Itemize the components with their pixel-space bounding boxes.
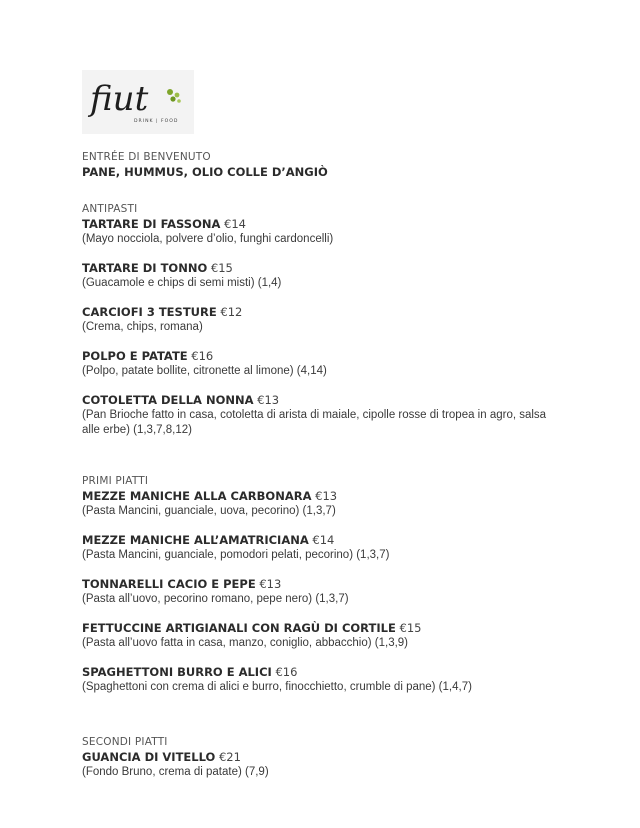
menu-item <box>82 261 562 291</box>
menu-item-price: €13 <box>257 393 280 407</box>
welcome-dish-name: PANE, HUMMUS, OLIO COLLE D’ANGIÒ <box>82 165 328 179</box>
logo-tagline: DRINK | FOOD <box>134 119 179 124</box>
menu-item-name: POLPO E PATATE <box>82 349 188 363</box>
section-spacer <box>82 709 562 735</box>
menu-item <box>82 217 562 247</box>
menu-item <box>82 750 562 780</box>
menu-item-title <box>82 621 562 636</box>
section-secondi <box>82 735 562 780</box>
menu-item <box>82 305 562 335</box>
menu-item <box>82 577 562 607</box>
logo-wordmark: fiut <box>90 79 149 119</box>
menu-item-title <box>82 305 562 320</box>
menu-item-title <box>82 393 562 408</box>
section-primi <box>82 474 562 695</box>
menu-item-description: (Polpo, patate bollite, citronette al limone) (4,14) <box>82 365 327 377</box>
menu-item-title <box>82 261 562 276</box>
menu-item-price: €16 <box>191 349 214 363</box>
menu-item-description: (Pasta all’uovo, pecorino romano, pepe nero) (1,3,7) <box>82 593 349 605</box>
menu-item-price: €21 <box>218 750 241 764</box>
menu-item-name: CARCIOFI 3 TESTURE <box>82 305 217 319</box>
menu-item-name: TONNARELLI CACIO E PEPE <box>82 577 256 591</box>
menu-item-title <box>82 217 562 232</box>
menu-item-name: COTOLETTA DELLA NONNA <box>82 393 254 407</box>
menu-item-description: (Mayo nocciola, polvere d’olio, funghi cardoncelli) <box>82 233 334 245</box>
menu-item-name: GUANCIA DI VITELLO <box>82 750 216 764</box>
menu-item-price: €16 <box>275 665 298 679</box>
menu-item-price: €14 <box>224 217 246 231</box>
menu-item-title <box>82 533 562 548</box>
menu-item-title <box>82 577 562 592</box>
menu-item-description: (Guacamole e chips di semi misti) (1,4) <box>82 277 282 289</box>
section-label-secondi: SECONDI PIATTI <box>82 736 168 748</box>
menu-item <box>82 621 562 651</box>
menu-item-price: €12 <box>220 305 243 319</box>
menu-item-description: (Fondo Bruno, crema di patate) (7,9) <box>82 766 269 778</box>
menu-item-title <box>82 489 562 504</box>
menu-item <box>82 349 562 379</box>
menu-item-description: (Spaghettoni con crema di alici e burro, finocchietto, crumble di pane) (1,4,7) <box>82 681 472 693</box>
section-welcome <box>82 150 562 180</box>
menu-item-price: €15 <box>399 621 422 635</box>
menu-item <box>82 489 562 519</box>
menu-item-name: SPAGHETTONI BURRO E ALICI <box>82 665 272 679</box>
restaurant-logo <box>82 70 194 134</box>
menu-item-description: (Pasta Mancini, guanciale, pomodori pelati, pecorino) (1,3,7) <box>82 549 390 561</box>
menu-content <box>82 150 562 794</box>
section-antipasti <box>82 202 562 438</box>
menu-item-description: (Crema, chips, romana) <box>82 321 203 333</box>
section-label-welcome: ENTRÉE DI BENVENUTO <box>82 151 211 163</box>
menu-item-title <box>82 750 562 765</box>
menu-item-description: (Pan Brioche fatto in casa, cotoletta di arista di maiale, cipolle rosse di tropea in agro, salsa alle erbe) (1,3,7,8,12) <box>82 409 547 436</box>
section-spacer <box>82 452 562 474</box>
menu-item-name: MEZZE MANICHE ALLA CARBONARA <box>82 489 312 503</box>
menu-item-name: TARTARE DI FASSONA <box>82 217 221 231</box>
menu-item <box>82 665 562 695</box>
section-label-antipasti: ANTIPASTI <box>82 203 138 215</box>
menu-item-price: €13 <box>259 577 282 591</box>
menu-item-name: FETTUCCINE ARTIGIANALI CON RAGÙ DI CORTILE <box>82 621 396 635</box>
section-label-primi: PRIMI PIATTI <box>82 475 149 487</box>
menu-item-name: MEZZE MANICHE ALL’AMATRICIANA <box>82 533 309 547</box>
menu-item-title <box>82 665 562 680</box>
menu-item-title <box>82 349 562 364</box>
menu-item-price: €13 <box>315 489 338 503</box>
menu-item-price: €15 <box>210 261 233 275</box>
menu-item-description: (Pasta all’uovo fatta in casa, manzo, coniglio, abbacchio) (1,3,9) <box>82 637 409 649</box>
menu-item-description: (Pasta Mancini, guanciale, uova, pecorino) (1,3,7) <box>82 505 336 517</box>
menu-item <box>82 393 562 438</box>
logo-mark <box>82 70 194 134</box>
menu-item <box>82 533 562 563</box>
menu-item-name: TARTARE DI TONNO <box>82 261 208 275</box>
menu-item-price: €14 <box>312 533 335 547</box>
logo-dots <box>167 89 181 103</box>
